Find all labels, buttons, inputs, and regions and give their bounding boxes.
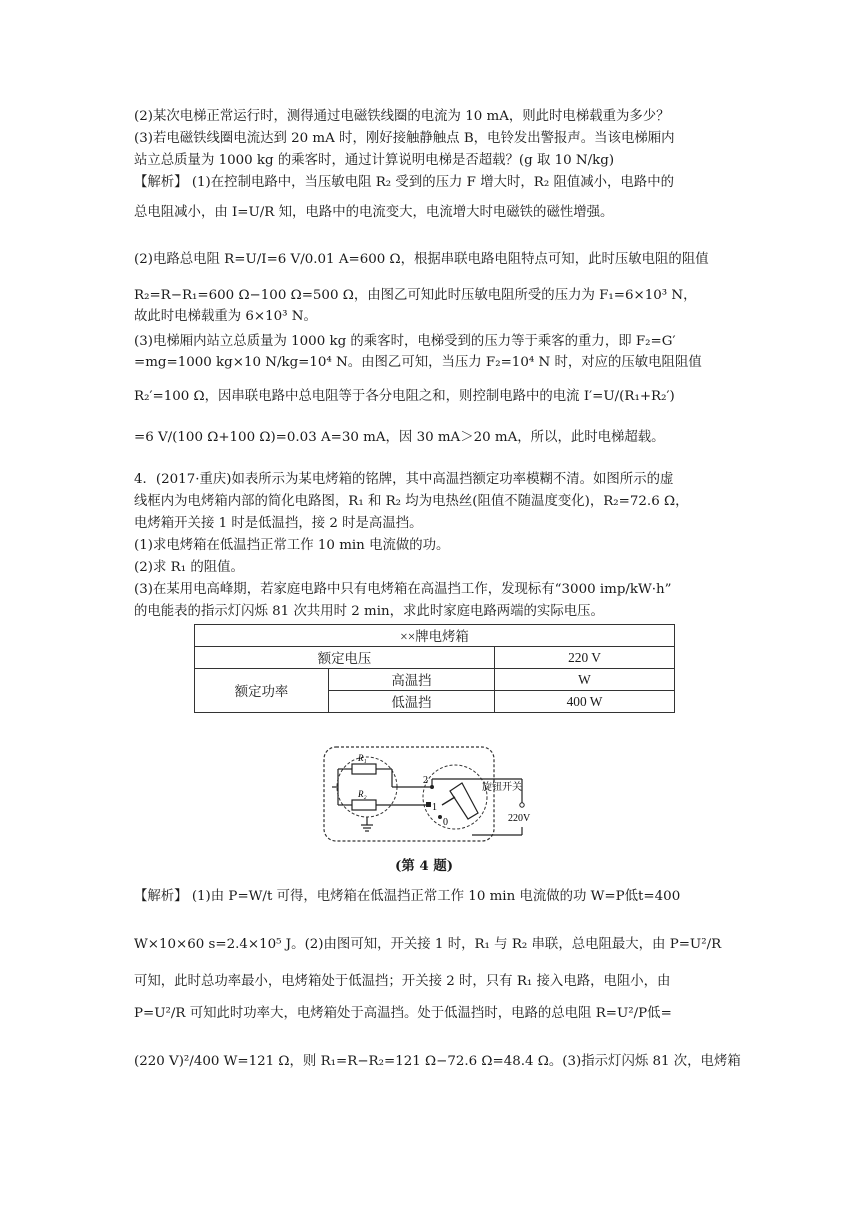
- q-line: (2)某次电梯正常运行时，测得通过电磁铁线圈的电流为 10 mA，则此时电梯载重为多少？: [134, 109, 670, 124]
- position-1-label: 1: [432, 802, 437, 813]
- position-2-label: 2: [423, 775, 428, 786]
- q4-line: (3)在某用电高峰期，若家庭电路中只有电烤箱在高温挡工作，发现标有“3000 imp/kW·h”: [134, 582, 672, 597]
- analysis-line: 故此时电梯载重为 6×10³ N。: [134, 309, 317, 324]
- q4-line: (2)求 R₁ 的阻值。: [134, 560, 244, 575]
- high-label: 高温挡: [329, 669, 495, 691]
- rated-voltage-value: 220 V: [495, 647, 675, 669]
- solution-line: 可知，此时总功率最小，电烤箱处于低温挡；开关接 2 时，只有 R₁ 接入电路，电阻小，由: [134, 974, 671, 989]
- nameplate-table: [194, 624, 675, 713]
- analysis-line: R₂′=100 Ω，因串联电路中总电阻等于各分电阻之和，则控制电路中的电流 I′=U/(R₁+R₂′): [134, 389, 675, 404]
- contact-0: [438, 815, 442, 819]
- low-value: 400 W: [495, 691, 675, 713]
- circuit-diagram: [322, 745, 537, 845]
- table-title: ××牌电烤箱: [195, 625, 675, 647]
- q4-line: 的电能表的指示灯闪烁 81 次共用时 2 min，求此时家庭电路两端的实际电压。: [134, 604, 604, 619]
- q4-line: 4．(2017·重庆)如表所示为某电烤箱的铭牌，其中高温挡额定功率模糊不清。如图所示的虚: [134, 472, 674, 487]
- analysis-line: =6 V/(100 Ω+100 Ω)=0.03 A=30 mA，因 30 mA＞20 mA，所以，此时电梯超载。: [134, 430, 665, 445]
- q-line: 站立总质量为 1000 kg 的乘客时，通过计算说明电梯是否超载？(g 取 10 N/kg): [134, 153, 615, 168]
- r1-label: R₁: [358, 753, 367, 763]
- position-0-label: 0: [443, 817, 448, 828]
- analysis-line: R₂=R−R₁=600 Ω−100 Ω=500 Ω，由图乙可知此时压敏电阻所受的压力为 F₁=6×10³ N，: [134, 288, 697, 303]
- r2-label: R₂: [358, 789, 367, 799]
- q-line: (3)若电磁铁线圈电流达到 20 mA 时，刚好接触静触点 B，电铃发出警报声。当该电梯厢内: [134, 131, 675, 146]
- solution-line: 【解析】 (1)由 P=W/t 可得，电烤箱在低温挡正常工作 10 min 电流做的功 W=P低t=400: [134, 889, 681, 904]
- high-value: W: [495, 669, 675, 691]
- figure-caption: (第 4 题): [395, 858, 454, 874]
- switch-label: 旋钮开关: [482, 782, 522, 793]
- analysis-line: (2)电路总电阻 R=U/I=6 V/0.01 A=600 Ω，根据串联电路电阻特点可知，此时压敏电阻的阻值: [134, 252, 709, 267]
- analysis-line: =mg=1000 kg×10 N/kg=10⁴ N。由图乙可知，当压力 F₂=10⁴ N 时，对应的压敏电阻阻值: [134, 355, 702, 370]
- rated-power-label: 额定功率: [195, 669, 329, 713]
- terminal-icon: [520, 803, 524, 807]
- solution-line: W×10×60 s=2.4×10⁵ J。(2)由图可知，开关接 1 时，R₁ 与 R₂ 串联，总电阻最大，由 P=U²/R: [134, 937, 722, 952]
- solution-line: P=U²/R 可知此时功率大，电烤箱处于高温挡。处于低温挡时，电路的总电阻 R=U²/P低=: [134, 1006, 672, 1021]
- analysis-line: 【解析】 (1)在控制电路中，当压敏电阻 R₂ 受到的压力 F 增大时，R₂ 阻值减小，电路中的: [134, 175, 674, 190]
- q4-line: 电烤箱开关接 1 时是低温挡，接 2 时是高温挡。: [134, 516, 423, 531]
- rated-voltage-label: 额定电压: [195, 647, 495, 669]
- solution-line: (220 V)²/400 W=121 Ω，则 R₁=R−R₂=121 Ω−72.6 Ω=48.4 Ω。(3)指示灯闪烁 81 次，电烤箱: [134, 1054, 741, 1069]
- r1-resistor: [352, 764, 376, 774]
- analysis-line: 总电阻减小，由 I=U/R 知，电路中的电流变大，电流增大时电磁铁的磁性增强。: [134, 205, 614, 220]
- voltage-label: 220V: [508, 813, 531, 824]
- contact-1: [426, 802, 431, 807]
- knob-switch-icon: [450, 783, 478, 819]
- r2-resistor: [352, 800, 376, 810]
- q4-line: (1)求电烤箱在低温挡正常工作 10 min 电流做的功。: [134, 538, 450, 553]
- q4-line: 线框内为电烤箱内部的简化电路图，R₁ 和 R₂ 均为电热丝(阻值不随温度变化)，R₂=72.6 Ω，: [134, 494, 689, 509]
- analysis-line: (3)电梯厢内站立总质量为 1000 kg 的乘客时，电梯受到的压力等于乘客的重力，即 F₂=G′: [134, 334, 676, 349]
- low-label: 低温挡: [329, 691, 495, 713]
